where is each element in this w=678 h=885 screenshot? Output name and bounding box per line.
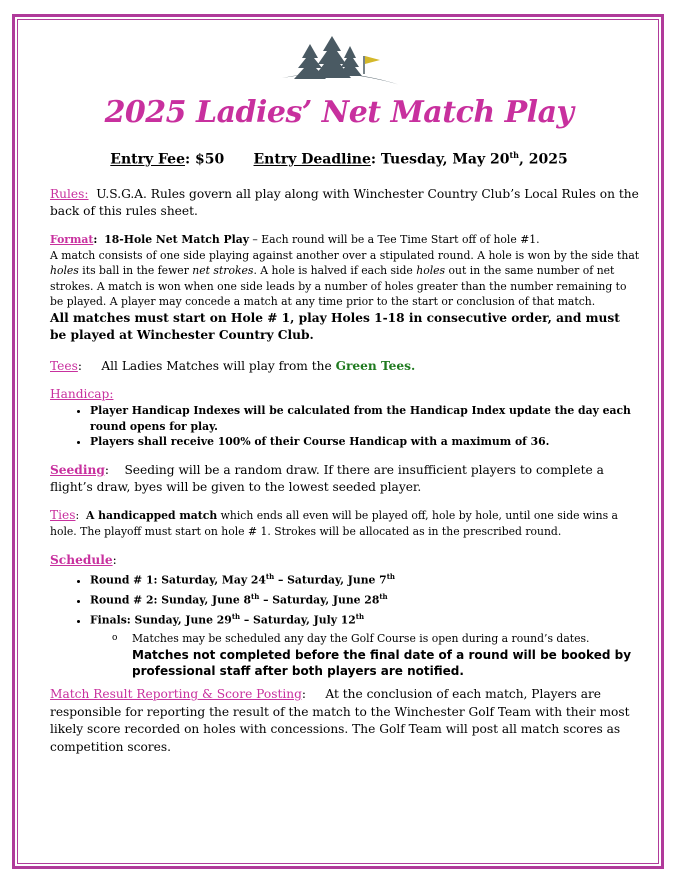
format-em2: net strokes bbox=[192, 264, 254, 277]
reporting-text: At the conclusion of each match, Players are responsible for reporting the result of the match to the Winchester Golf Team with their most likely score recorded on holes with concessions. The Golf Team will post all match scores as competition scores. bbox=[50, 687, 630, 754]
finals-end-sup: th bbox=[355, 612, 365, 622]
sub-bullet-icon: o bbox=[112, 633, 118, 644]
entry-deadline-value: : Tuesday, May 20 bbox=[370, 151, 510, 168]
format-text2d: out in the same number of net strokes. A match is won when one side leads by a number of holes greater than the number remaining to be played. A player may concede a match at any time prior to the start or conclusion of that match. bbox=[50, 264, 627, 308]
entry-deadline-label: Entry Deadline bbox=[253, 151, 371, 168]
tees-label: Tees bbox=[50, 359, 78, 373]
schedule-note-bold: Matches not completed before the final date of a round will be booked by professional staff after both players are notified. bbox=[132, 647, 632, 678]
schedule-round-2 bbox=[90, 589, 640, 609]
round-1-start: Round # 1: Saturday, May 24 bbox=[90, 573, 266, 587]
format-colon: : bbox=[93, 233, 98, 246]
format-text2c: . A hole is halved if each side bbox=[253, 264, 417, 277]
handicap-item-1: • Player Handicap Indexes will be calculated from the Handicap Index update the day each round opens for play. bbox=[90, 403, 640, 434]
ties-section bbox=[50, 508, 640, 539]
tees-section bbox=[50, 358, 640, 375]
rules-section bbox=[50, 186, 640, 220]
reporting-colon: : bbox=[301, 687, 307, 701]
ties-bold: A handicapped match bbox=[86, 509, 218, 522]
handicap-item-2: • Players shall receive 100% of their Course Handicap with a maximum of 36. bbox=[90, 434, 640, 450]
schedule-label: Schedule bbox=[50, 553, 113, 567]
handicap-section bbox=[50, 386, 640, 450]
round-2-start-sup: th bbox=[251, 592, 260, 602]
handicap-label: Handicap: bbox=[50, 387, 114, 401]
round-1-start-sup: th bbox=[265, 572, 275, 581]
handicap-list bbox=[50, 403, 640, 450]
seeding-colon: : bbox=[104, 463, 109, 477]
rules-text: U.S.G.A. Rules govern all play along with Winchester Country Club’s Local Rules on the back of this rules sheet. bbox=[50, 187, 639, 218]
format-em1: holes bbox=[50, 264, 79, 277]
schedule-finals bbox=[90, 609, 640, 629]
entry-info bbox=[0, 150, 678, 168]
schedule-note bbox=[50, 631, 640, 679]
format-text2b: its ball in the fewer bbox=[78, 264, 193, 277]
page-title: 2025 Ladies’ Net Match Play bbox=[104, 95, 574, 130]
club-logo-trees-flag-icon bbox=[280, 34, 405, 88]
schedule-note-text: Matches may be scheduled any day the Golf Course is open during a round’s dates. bbox=[132, 632, 590, 646]
round-2-start: Round # 2: Sunday, June 8 bbox=[90, 593, 251, 607]
tees-green: Green Tees. bbox=[335, 359, 416, 373]
entry-fee-value: : $50 bbox=[185, 151, 225, 168]
finals-start-sup: th bbox=[231, 612, 241, 622]
ties-colon: : bbox=[75, 509, 80, 522]
schedule-colon: : bbox=[112, 553, 117, 567]
schedule-list bbox=[50, 569, 640, 629]
schedule-section bbox=[50, 552, 640, 679]
format-bold-note: All matches must start on Hole # 1, play Holes 1-18 in consecutive order, and must be played at Winchester Country Club. bbox=[50, 310, 620, 342]
tees-text: All Ladies Matches will play from the bbox=[101, 359, 336, 373]
reporting-label: Match Result Reporting & Score Posting bbox=[50, 687, 302, 701]
entry-deadline-year: , 2025 bbox=[518, 151, 568, 168]
seeding-section bbox=[50, 462, 640, 496]
seeding-label: Seeding bbox=[50, 463, 105, 477]
format-em3: holes bbox=[416, 264, 446, 277]
round-1-end-sup: th bbox=[386, 572, 396, 581]
tees-colon: : bbox=[77, 359, 82, 373]
round-2-end-sup: th bbox=[379, 592, 388, 602]
rules-label: Rules: bbox=[50, 187, 89, 201]
finals-start: Finals: Sunday, June 29 bbox=[90, 613, 232, 627]
ties-text: which ends all even will be played off, hole by hole, until one side wins a hole. The playoff must start on hole # 1. Strokes will be allocated as in the prescribed round. bbox=[50, 509, 618, 538]
reporting-section bbox=[50, 686, 640, 756]
format-text2a: A match consists of one side playing against another over a stipulated round. A hole is won by the side that bbox=[50, 248, 640, 262]
format-label: Format bbox=[50, 233, 94, 246]
entry-deadline-sup: th bbox=[509, 150, 519, 160]
seeding-text: Seeding will be a random draw. If there are insufficient players to complete a flight’s draw, byes will be given to the lowest seeded player. bbox=[50, 463, 604, 494]
finals-end: – Saturday, July 12 bbox=[240, 613, 356, 627]
format-section bbox=[50, 232, 640, 344]
entry-fee-label: Entry Fee bbox=[110, 151, 185, 168]
schedule-round-1 bbox=[90, 569, 640, 589]
round-2-end: – Saturday, June 28 bbox=[259, 593, 380, 607]
format-text1: – Each round will be a Tee Time Start off of hole #1. bbox=[248, 233, 540, 246]
format-bold: 18-Hole Net Match Play bbox=[104, 233, 249, 246]
ties-label: Ties bbox=[50, 508, 76, 522]
round-1-end: – Saturday, June 7 bbox=[274, 573, 387, 587]
